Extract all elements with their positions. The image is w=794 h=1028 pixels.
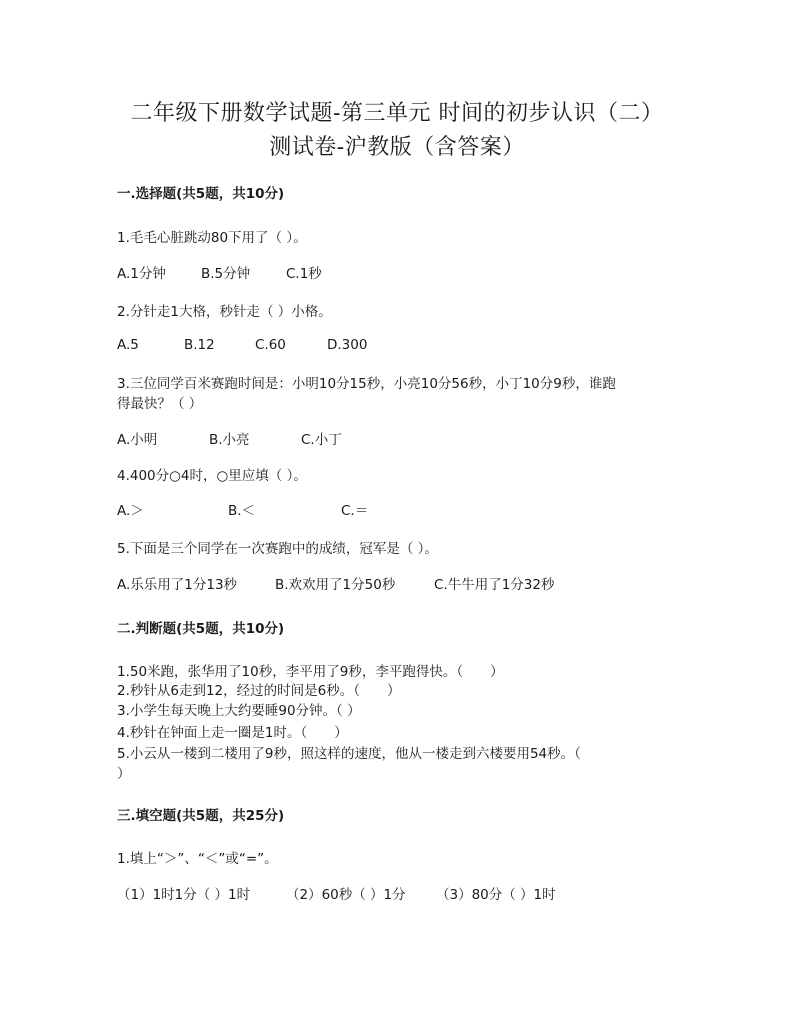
choice-q4-option-b: B.＜	[228, 503, 256, 519]
title-line-2: 测试卷-沪教版（含答案）	[269, 135, 525, 160]
choice-q3-stem-line2: 得最快？（ ）	[117, 396, 203, 412]
judge-q4: 4.秒针在钟面上走一圈是1时。（ ）	[117, 725, 348, 741]
choice-q2-option-a: A.5	[117, 337, 139, 353]
fill-q1-part3: （3）80分（ ）1时	[436, 887, 556, 903]
fill-q1-stem: 1.填上“＞”、“＜”或“=”。	[117, 851, 278, 867]
choice-q3-stem-line1: 3.三位同学百米赛跑时间是：小明10分15秒，小亮10分56秒，小丁10分9秒，谁跑	[117, 376, 616, 392]
choice-q3-option-c: C.小丁	[301, 432, 342, 448]
judge-q3: 3.小学生每天晚上大约要睡90分钟。（ ）	[117, 703, 361, 719]
choice-q2-stem: 2.分针走1大格，秒针走（ ）小格。	[117, 304, 332, 320]
choice-q3-option-a: A.小明	[117, 432, 158, 448]
title-line-1: 二年级下册数学试题-第三单元 时间的初步认识（二）	[130, 101, 664, 126]
choice-q1-option-c: C.1秒	[286, 266, 322, 282]
section-judge-heading: 二.判断题(共5题，共10分)	[117, 621, 285, 637]
section-choice-heading: 一.选择题(共5题，共10分)	[117, 186, 285, 202]
choice-q4-option-c: C.＝	[341, 503, 369, 519]
judge-q5-line2: ）	[117, 766, 131, 782]
choice-q5-option-a: A.乐乐用了1分13秒	[117, 577, 238, 593]
fill-q1-part2: （2）60秒（ ）1分	[286, 887, 406, 903]
choice-q1-option-b: B.5分钟	[201, 266, 251, 282]
judge-q5-line1: 5.小云从一楼到二楼用了9秒，照这样的速度，他从一楼走到六楼要用54秒。（	[117, 746, 581, 762]
choice-q3-option-b: B.小亮	[209, 432, 250, 448]
fill-q1-part1: （1）1时1分（ ）1时	[117, 887, 251, 903]
choice-q2-option-d: D.300	[327, 337, 368, 353]
judge-q2: 2.秒针从6走到12，经过的时间是6秒。（ ）	[117, 683, 401, 699]
judge-q1: 1.50米跑，张华用了10秒，李平用了9秒，李平跑得快。（ ）	[117, 664, 504, 680]
section-fill-heading: 三.填空题(共5题，共25分)	[117, 808, 285, 824]
choice-q2-option-c: C.60	[255, 337, 286, 353]
choice-q1-option-a: A.1分钟	[117, 266, 166, 282]
choice-q5-stem: 5.下面是三个同学在一次赛跑中的成绩，冠军是（ ）。	[117, 541, 438, 557]
choice-q5-option-c: C.牛牛用了1分32秒	[434, 577, 555, 593]
choice-q2-option-b: B.12	[184, 337, 215, 353]
choice-q4-stem: 4.400分○4时，○里应填（ ）。	[117, 468, 307, 484]
choice-q5-option-b: B.欢欢用了1分50秒	[275, 577, 396, 593]
choice-q1-stem: 1.毛毛心脏跳动80下用了（ ）。	[117, 230, 307, 246]
choice-q4-option-a: A.＞	[117, 503, 144, 519]
